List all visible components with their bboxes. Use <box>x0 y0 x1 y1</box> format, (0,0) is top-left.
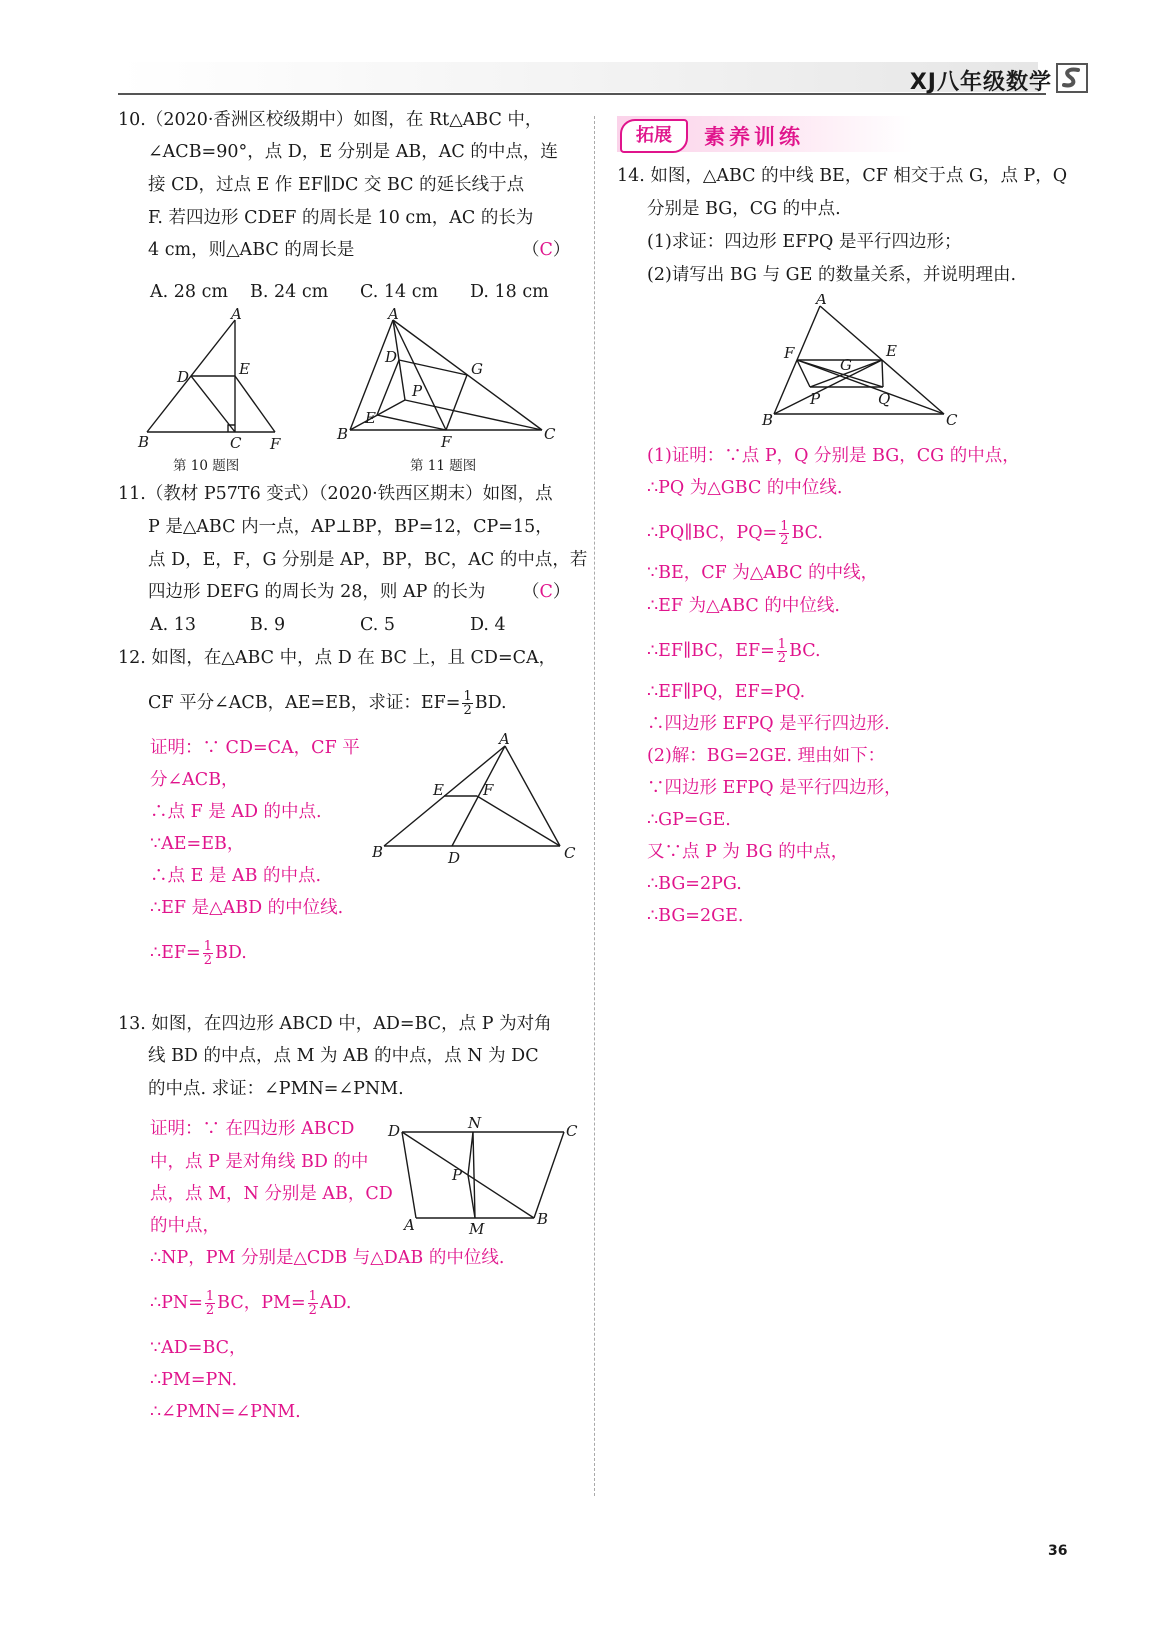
q12-sol-6: ∴EF 是△ABD 的中位线. <box>150 898 344 918</box>
q14-sol-13: ∴BG=2PG. <box>647 874 742 894</box>
fig14-label-q: Q <box>878 390 891 408</box>
q14-sol-5: ∴EF 为△ABC 的中位线. <box>647 596 840 616</box>
q13-sol-9: ∴∠PMN=∠PNM. <box>150 1402 301 1422</box>
q10-answer: C <box>539 240 553 260</box>
fig12-label-c: C <box>564 844 576 862</box>
fraction-half <box>203 940 213 967</box>
q14-sol-7: ∴EF∥PQ，EF=PQ. <box>647 682 806 702</box>
q11-option-b: B. 9 <box>250 615 286 635</box>
fig10-label-f: F <box>270 435 281 453</box>
q13-sol-5: ∴NP，PM 分别是△CDB 与△DAB 的中位线. <box>150 1248 505 1268</box>
fig10-caption: 第 10 题图 <box>173 458 240 474</box>
q12-sol-7a: ∴EF= <box>150 943 201 963</box>
q11-line-4: 四边形 DEFG 的周长为 28，则 AP 的长为 <box>148 582 486 602</box>
fig13-label-c: C <box>566 1122 578 1140</box>
fig12-label-b: B <box>372 843 384 861</box>
q13-sol-6a: ∴PN= <box>150 1293 203 1313</box>
frac-num: 1 <box>203 939 212 954</box>
q14-sol-9: (2)解：BG=2GE. 理由如下： <box>647 746 886 766</box>
q11-option-d: D. 4 <box>470 615 506 635</box>
frac-den: 2 <box>463 703 472 718</box>
q14-sol-6a: ∴EF∥BC，EF= <box>647 641 775 661</box>
q12-sol-4: ∵AE=EB， <box>150 834 245 854</box>
fraction-half <box>205 1290 215 1317</box>
q14-sol-1: (1)证明：∵点 P，Q 分别是 BG，CG 的中点， <box>647 446 1020 466</box>
fig10-label-e: E <box>239 360 250 378</box>
q14-sol-12: 又∵点 P 为 BG 的中点， <box>647 842 849 862</box>
frac-den: 2 <box>308 1303 317 1318</box>
q11-answer: C <box>539 582 553 602</box>
fig11-label-p: P <box>412 382 423 400</box>
q14-sol-3 <box>647 520 823 547</box>
q12-line-2 <box>148 690 507 717</box>
q14-sol-8: ∴四边形 EFPQ 是平行四边形. <box>647 714 890 734</box>
q14-sol-11: ∴GP=GE. <box>647 810 731 830</box>
figure-12 <box>372 732 582 867</box>
fig14-label-a: A <box>816 294 827 308</box>
frac-den: 2 <box>203 953 212 968</box>
frac-num: 1 <box>463 689 472 704</box>
fig13-label-d: D <box>388 1122 401 1140</box>
q12-sol-5: ∴点 E 是 AB 的中点. <box>150 866 322 886</box>
column-divider <box>594 116 595 1496</box>
fig11-label-a: A <box>388 308 399 323</box>
q10-option-b: B. 24 cm <box>250 282 329 302</box>
fig10-label-c: C <box>230 434 242 452</box>
frac-num: 1 <box>308 1289 317 1304</box>
q10-line-5: 4 cm，则△ABC 的周长是 <box>148 240 355 260</box>
fraction-half <box>779 520 789 547</box>
fig10-label-a: A <box>231 308 242 323</box>
q10-line-3: 接 CD，过点 E 作 EF∥DC 交 BC 的延长线于点 <box>148 175 525 195</box>
fig12-label-f: F <box>483 781 494 799</box>
q10-line-2: ∠ACB=90°，点 D，E 分别是 AB，AC 的中点，连 <box>148 142 558 162</box>
q14-sol-6b: BC. <box>789 641 821 661</box>
header-title: XJ八年级数学 <box>909 70 1052 95</box>
q10-line-1: 10.（2020·香洲区校级期中）如图，在 Rt△ABC 中， <box>118 110 543 130</box>
fig14-label-c: C <box>946 411 958 429</box>
fig11-label-f: F <box>441 433 452 451</box>
fraction-half <box>308 1290 318 1317</box>
q13-line-3: 的中点. 求证：∠PMN=∠PNM. <box>148 1079 404 1099</box>
fig13-label-b: B <box>537 1210 549 1228</box>
paren-close: ） <box>552 582 571 602</box>
q10-answer-paren <box>522 240 570 260</box>
fig13-label-a: A <box>404 1216 415 1234</box>
q13-sol-3: 点，点 M，N 分别是 AB，CD <box>150 1184 393 1204</box>
q13-sol-6b: BC，PM= <box>217 1293 306 1313</box>
fig11-label-e: E <box>365 409 376 427</box>
figure-11 <box>330 308 560 458</box>
q14-line-3: (1)求证：四边形 EFPQ 是平行四边形； <box>647 232 962 252</box>
fig10-label-b: B <box>138 433 150 451</box>
fig12-label-a: A <box>499 732 510 748</box>
q14-sol-4: ∵BE，CF 为△ABC 的中线， <box>647 563 879 583</box>
paren-close: ） <box>552 240 571 260</box>
fig14-label-g: G <box>840 356 852 374</box>
q14-sol-2: ∴PQ 为△GBC 的中位线. <box>647 478 843 498</box>
q13-sol-2: 中，点 P 是对角线 BD 的中 <box>150 1152 369 1172</box>
q10-option-c: C. 14 cm <box>360 282 439 302</box>
fig11-caption: 第 11 题图 <box>410 458 477 474</box>
fig11-label-b: B <box>337 425 349 443</box>
fig14-label-e: E <box>886 342 897 360</box>
q13-sol-7: ∵AD=BC， <box>150 1338 247 1358</box>
fig13-label-p: P <box>452 1166 463 1184</box>
q14-sol-3b: BC. <box>791 523 823 543</box>
q12-sol-2: 分∠ACB， <box>150 770 239 790</box>
q12-line-1: 12. 如图，在△ABC 中，点 D 在 BC 上，且 CD=CA， <box>118 648 557 668</box>
frac-num: 1 <box>777 637 787 652</box>
q13-sol-1: 证明：∵ 在四边形 ABCD <box>150 1119 355 1139</box>
q12-sol-7b: BD. <box>215 943 247 963</box>
q11-answer-paren <box>522 582 570 602</box>
q14-line-4: (2)请写出 BG 与 GE 的数量关系，并说明理由. <box>647 265 1017 285</box>
paren-open: （ <box>522 240 540 260</box>
fig13-label-m: M <box>469 1220 485 1234</box>
q11-line-3: 点 D，E，F，G 分别是 AP，BP，BC，AC 的中点，若 <box>148 550 588 570</box>
frac-den: 2 <box>780 533 789 548</box>
q14-sol-3a: ∴PQ∥BC，PQ= <box>647 523 778 543</box>
fig12-label-e: E <box>433 781 444 799</box>
s-logo-icon <box>1056 63 1088 93</box>
q13-sol-6 <box>150 1290 352 1317</box>
q13-sol-4: 的中点， <box>150 1216 220 1236</box>
fig14-label-f: F <box>784 344 795 362</box>
extension-tag: 拓展 <box>620 119 688 153</box>
frac-num: 1 <box>205 1289 215 1304</box>
q12-sol-7 <box>150 940 247 967</box>
q11-option-c: C. 5 <box>360 615 396 635</box>
figure-10 <box>130 308 290 458</box>
q10-line-4: F. 若四边形 CDEF 的周长是 10 cm，AC 的长为 <box>148 208 534 228</box>
q11-line-1: 11.（教材 P57T6 变式）（2020·铁西区期末）如图，点 <box>118 484 553 504</box>
q10-option-d: D. 18 cm <box>470 282 549 302</box>
q11-option-a: A. 13 <box>150 615 197 635</box>
fraction-half <box>777 638 787 665</box>
q11-line-2: P 是△ABC 内一点，AP⊥BP，BP=12，CP=15， <box>148 517 553 537</box>
fig13-label-n: N <box>468 1114 482 1132</box>
header-rule <box>118 93 1046 95</box>
fig12-label-d: D <box>448 849 461 867</box>
q10-option-a: A. 28 cm <box>150 282 228 302</box>
frac-den: 2 <box>777 651 787 666</box>
fig10-label-d: D <box>177 368 190 386</box>
frac-den: 2 <box>205 1303 215 1318</box>
q14-line-2: 分别是 BG，CG 的中点. <box>647 199 841 219</box>
q14-sol-14: ∴BG=2GE. <box>647 906 744 926</box>
fig14-label-b: B <box>762 411 774 429</box>
frac-num: 1 <box>780 519 789 534</box>
paren-open: （ <box>522 582 540 602</box>
figure-14 <box>760 294 970 434</box>
q13-sol-6c: AD. <box>319 1293 352 1313</box>
figure-13 <box>386 1114 586 1234</box>
q13-line-1: 13. 如图，在四边形 ABCD 中，AD=BC，点 P 为对角 <box>118 1014 552 1034</box>
q14-line-1: 14. 如图，△ABC 的中线 BE，CF 相交于点 G，点 P，Q <box>617 166 1068 186</box>
q13-sol-8: ∴PM=PN. <box>150 1370 238 1390</box>
q12-sol-1: 证明：∵ CD=CA，CF 平 <box>150 738 360 758</box>
extension-title: 素养训练 <box>704 125 804 149</box>
q14-sol-6 <box>647 638 821 665</box>
fraction-half <box>462 690 472 717</box>
fig11-label-c: C <box>544 425 556 443</box>
q12-sol-3: ∴点 F 是 AD 的中点. <box>150 802 322 822</box>
fig11-label-d: D <box>385 348 398 366</box>
q14-sol-10: ∵四边形 EFPQ 是平行四边形， <box>647 778 902 798</box>
fig14-label-p: P <box>810 390 821 408</box>
fig11-label-g: G <box>471 360 483 378</box>
q12-line-2b: BD. <box>474 693 507 713</box>
q13-line-2: 线 BD 的中点，点 M 为 AB 的中点，点 N 为 DC <box>148 1046 539 1066</box>
page-number: 36 <box>1048 1543 1068 1559</box>
q12-line-2a: CF 平分∠ACB，AE=EB，求证：EF= <box>148 693 461 713</box>
header-band <box>118 62 1038 92</box>
